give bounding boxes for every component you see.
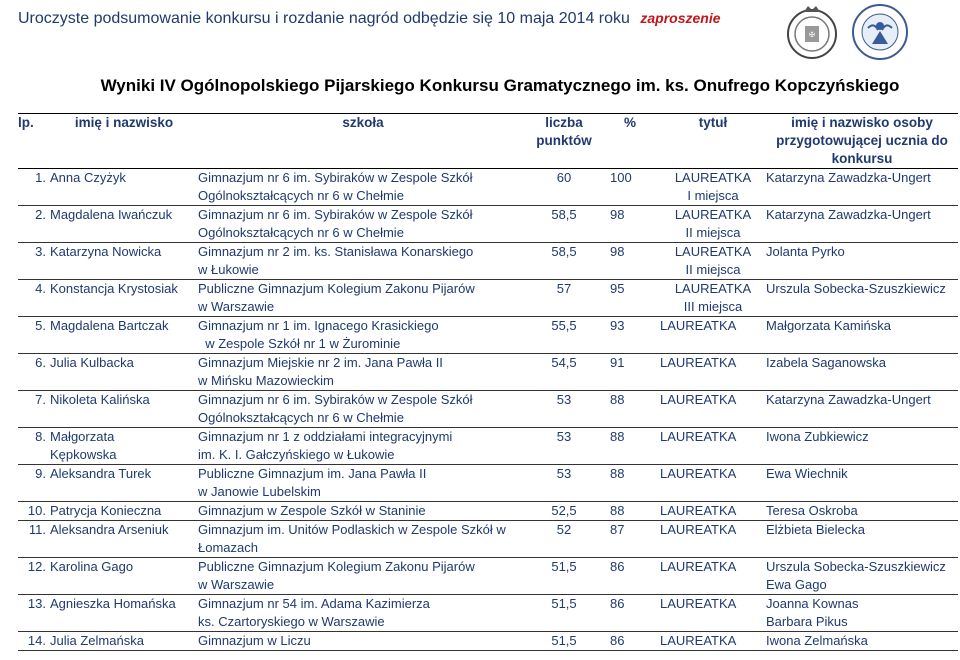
results-table bbox=[18, 113, 958, 651]
row-student-name: Aleksandra Arseniuk bbox=[50, 522, 169, 537]
row-points: 53 bbox=[556, 466, 572, 481]
row-lp: 5. bbox=[35, 318, 46, 333]
row-title: LAUREATKA bbox=[660, 466, 737, 481]
row-school: Gimnazjum nr 54 im. Adama Kazimierza ks. Czartoryskiego w Warszawie bbox=[198, 596, 430, 629]
row-lp: 8. bbox=[35, 429, 46, 444]
row-points: 54,5 bbox=[551, 355, 577, 370]
table-row bbox=[18, 632, 958, 651]
row-lp: 14. bbox=[27, 633, 46, 648]
row-lp: 10. bbox=[27, 503, 46, 518]
row-percent: 93 bbox=[610, 318, 625, 333]
row-title: LAUREATKA bbox=[660, 392, 737, 407]
row-lp: 1. bbox=[35, 170, 46, 185]
row-school: Gimnazjum nr 2 im. ks. Stanisława Konarskiego w Łukowie bbox=[198, 244, 474, 277]
row-points: 60 bbox=[556, 170, 572, 185]
row-lp: 9. bbox=[35, 466, 46, 481]
row-lp: 6. bbox=[35, 355, 46, 370]
svg-text:✠: ✠ bbox=[809, 31, 815, 39]
row-school: Publiczne Gimnazjum im. Jana Pawła II w Janowie Lubelskim bbox=[198, 466, 427, 499]
table-row bbox=[18, 558, 958, 595]
row-percent: 88 bbox=[610, 392, 625, 407]
row-title: LAUREATKA bbox=[660, 503, 737, 518]
row-percent: 87 bbox=[610, 522, 625, 537]
row-percent: 88 bbox=[610, 429, 625, 444]
child-protection-seal-logo bbox=[850, 2, 910, 62]
row-teacher: Iwona Zubkiewicz bbox=[766, 429, 869, 444]
row-percent: 95 bbox=[610, 281, 625, 296]
row-percent: 88 bbox=[610, 503, 625, 518]
row-school: Gimnazjum nr 1 im. Ignacego Krasickiego w Zespole Szkół nr 1 w Żurominie bbox=[198, 318, 439, 351]
row-title: LAUREATKA bbox=[660, 559, 737, 574]
row-teacher: Urszula Sobecka-Szuszkiewicz Ewa Gago bbox=[766, 559, 946, 592]
row-title: LAUREATKA bbox=[660, 355, 737, 370]
row-teacher: Jolanta Pyrko bbox=[766, 244, 845, 259]
row-teacher: Teresa Oskroba bbox=[766, 503, 858, 518]
row-title: LAUREATKA II miejsca bbox=[674, 244, 752, 277]
row-lp: 13. bbox=[27, 596, 46, 611]
row-student-name: Patrycja Konieczna bbox=[50, 503, 162, 518]
row-teacher: Izabela Saganowska bbox=[766, 355, 886, 370]
table-row bbox=[18, 502, 958, 521]
row-student-name: Julia Zelmańska bbox=[50, 633, 144, 648]
row-lp: 7. bbox=[35, 392, 46, 407]
table-row bbox=[18, 428, 958, 465]
row-teacher: Katarzyna Zawadzka-Ungert bbox=[766, 207, 931, 222]
row-percent: 100 bbox=[610, 170, 632, 185]
row-lp: 4. bbox=[35, 281, 46, 296]
table-row bbox=[18, 243, 958, 280]
row-teacher: Urszula Sobecka-Szuszkiewicz bbox=[766, 281, 946, 296]
table-row bbox=[18, 595, 958, 632]
row-lp: 2. bbox=[35, 207, 46, 222]
row-school: Gimnazjum w Liczu bbox=[198, 633, 311, 648]
header-title: tytuł bbox=[698, 115, 728, 130]
row-student-name: Anna Czyżyk bbox=[50, 170, 126, 185]
header-teacher: imię i nazwisko osoby przygotowującej ucznia do konkursu bbox=[776, 115, 948, 166]
row-teacher: Iwona Zelmańska bbox=[766, 633, 868, 648]
row-teacher: Elżbieta Bielecka bbox=[766, 522, 865, 537]
row-points: 51,5 bbox=[551, 596, 577, 611]
row-student-name: Konstancja Krystosiak bbox=[50, 281, 178, 296]
announcement-text: Uroczyste podsumowanie konkursu i rozdanie nagród odbędzie się 10 maja 2014 roku bbox=[18, 10, 630, 27]
header-percent: % bbox=[623, 115, 636, 130]
row-percent: 86 bbox=[610, 633, 625, 648]
table-row bbox=[18, 465, 958, 502]
row-title: LAUREATKA bbox=[660, 633, 737, 648]
table-row bbox=[18, 354, 958, 391]
row-school: Gimnazjum nr 6 im. Sybiraków w Zespole Szkół Ogólnokształcących nr 6 w Chełmie bbox=[198, 170, 473, 203]
row-student-name: Magdalena Iwańczuk bbox=[50, 207, 173, 222]
row-student-name: Julia Kulbacka bbox=[50, 355, 134, 370]
row-points: 52 bbox=[556, 522, 572, 537]
row-school: Publiczne Gimnazjum Kolegium Zakonu Pijarów w Warszawie bbox=[198, 281, 475, 314]
row-points: 55,5 bbox=[551, 318, 577, 333]
row-school: Publiczne Gimnazjum Kolegium Zakonu Pijarów w Warszawie bbox=[198, 559, 475, 592]
row-teacher: Katarzyna Zawadzka-Ungert bbox=[766, 170, 931, 185]
piarist-crest-logo bbox=[782, 2, 842, 62]
row-points: 52,5 bbox=[551, 503, 577, 518]
row-percent: 98 bbox=[610, 207, 625, 222]
table-header-row bbox=[18, 114, 958, 169]
row-percent: 98 bbox=[610, 244, 625, 259]
row-school: Gimnazjum w Zespole Szkół w Staninie bbox=[198, 503, 426, 518]
row-title: LAUREATKA bbox=[660, 596, 737, 611]
row-student-name: Karolina Gago bbox=[50, 559, 134, 574]
table-row bbox=[18, 317, 958, 354]
row-student-name: Agnieszka Homańska bbox=[50, 596, 176, 611]
row-teacher: Joanna Kownas Barbara Pikus bbox=[766, 596, 859, 629]
row-student-name: Aleksandra Turek bbox=[50, 466, 152, 481]
row-student-name: Katarzyna Nowicka bbox=[50, 244, 162, 259]
row-percent: 91 bbox=[610, 355, 625, 370]
row-lp: 11. bbox=[28, 522, 46, 537]
row-title: LAUREATKA II miejsca bbox=[674, 207, 752, 240]
row-student-name: Magdalena Bartczak bbox=[50, 318, 169, 333]
row-title: LAUREATKA bbox=[660, 522, 737, 537]
row-points: 58,5 bbox=[551, 244, 577, 259]
row-title: LAUREATKA III miejsca bbox=[674, 281, 752, 314]
header-name: imię i nazwisko bbox=[74, 115, 174, 130]
row-school: Gimnazjum im. Unitów Podlaskich w Zespole Szkół w Łomazach bbox=[198, 522, 506, 555]
row-student-name: Małgorzata Kępkowska bbox=[50, 429, 117, 462]
row-points: 51,5 bbox=[551, 559, 577, 574]
table-row bbox=[18, 280, 958, 317]
row-percent: 86 bbox=[610, 559, 625, 574]
row-teacher: Ewa Wiechnik bbox=[766, 466, 848, 481]
row-points: 58,5 bbox=[551, 207, 577, 222]
row-student-name: Nikoleta Kalińska bbox=[50, 392, 150, 407]
row-title: LAUREATKA bbox=[660, 429, 737, 444]
row-points: 53 bbox=[556, 392, 572, 407]
row-school: Gimnazjum nr 6 im. Sybiraków w Zespole Szkół Ogólnokształcących nr 6 w Chełmie bbox=[198, 392, 473, 425]
row-points: 53 bbox=[556, 429, 572, 444]
row-teacher: Małgorzata Kamińska bbox=[766, 318, 891, 333]
row-school: Gimnazjum Miejskie nr 2 im. Jana Pawła II w Mińsku Mazowieckim bbox=[198, 355, 443, 388]
row-title: LAUREATKA bbox=[660, 318, 737, 333]
row-points: 57 bbox=[556, 281, 572, 296]
invitation-link[interactable]: zaproszenie bbox=[640, 10, 721, 26]
row-points: 51,5 bbox=[551, 633, 577, 648]
row-teacher: Katarzyna Zawadzka-Ungert bbox=[766, 392, 931, 407]
header-lp: lp. bbox=[18, 115, 34, 130]
table-row bbox=[18, 169, 958, 206]
row-title: LAUREATKA I miejsca bbox=[674, 170, 752, 203]
table-row bbox=[18, 206, 958, 243]
row-school: Gimnazjum nr 6 im. Sybiraków w Zespole Szkół Ogólnokształcących nr 6 w Chełmie bbox=[198, 207, 473, 240]
header-school: szkoła bbox=[342, 115, 384, 130]
row-school: Gimnazjum nr 1 z oddziałami integracyjnymi im. K. I. Gałczyńskiego w Łukowie bbox=[198, 429, 453, 462]
row-percent: 86 bbox=[610, 596, 625, 611]
page-title: Wyniki IV Ogólnopolskiego Pijarskiego Konkursu Gramatycznego im. ks. Onufrego Kopczyńskiego bbox=[100, 76, 900, 95]
row-lp: 3. bbox=[35, 244, 46, 259]
table-row bbox=[18, 521, 958, 558]
header-points: liczba punktów bbox=[536, 115, 592, 148]
table-row bbox=[18, 391, 958, 428]
row-percent: 88 bbox=[610, 466, 625, 481]
row-lp: 12. bbox=[27, 559, 46, 574]
announcement-banner bbox=[18, 10, 721, 28]
